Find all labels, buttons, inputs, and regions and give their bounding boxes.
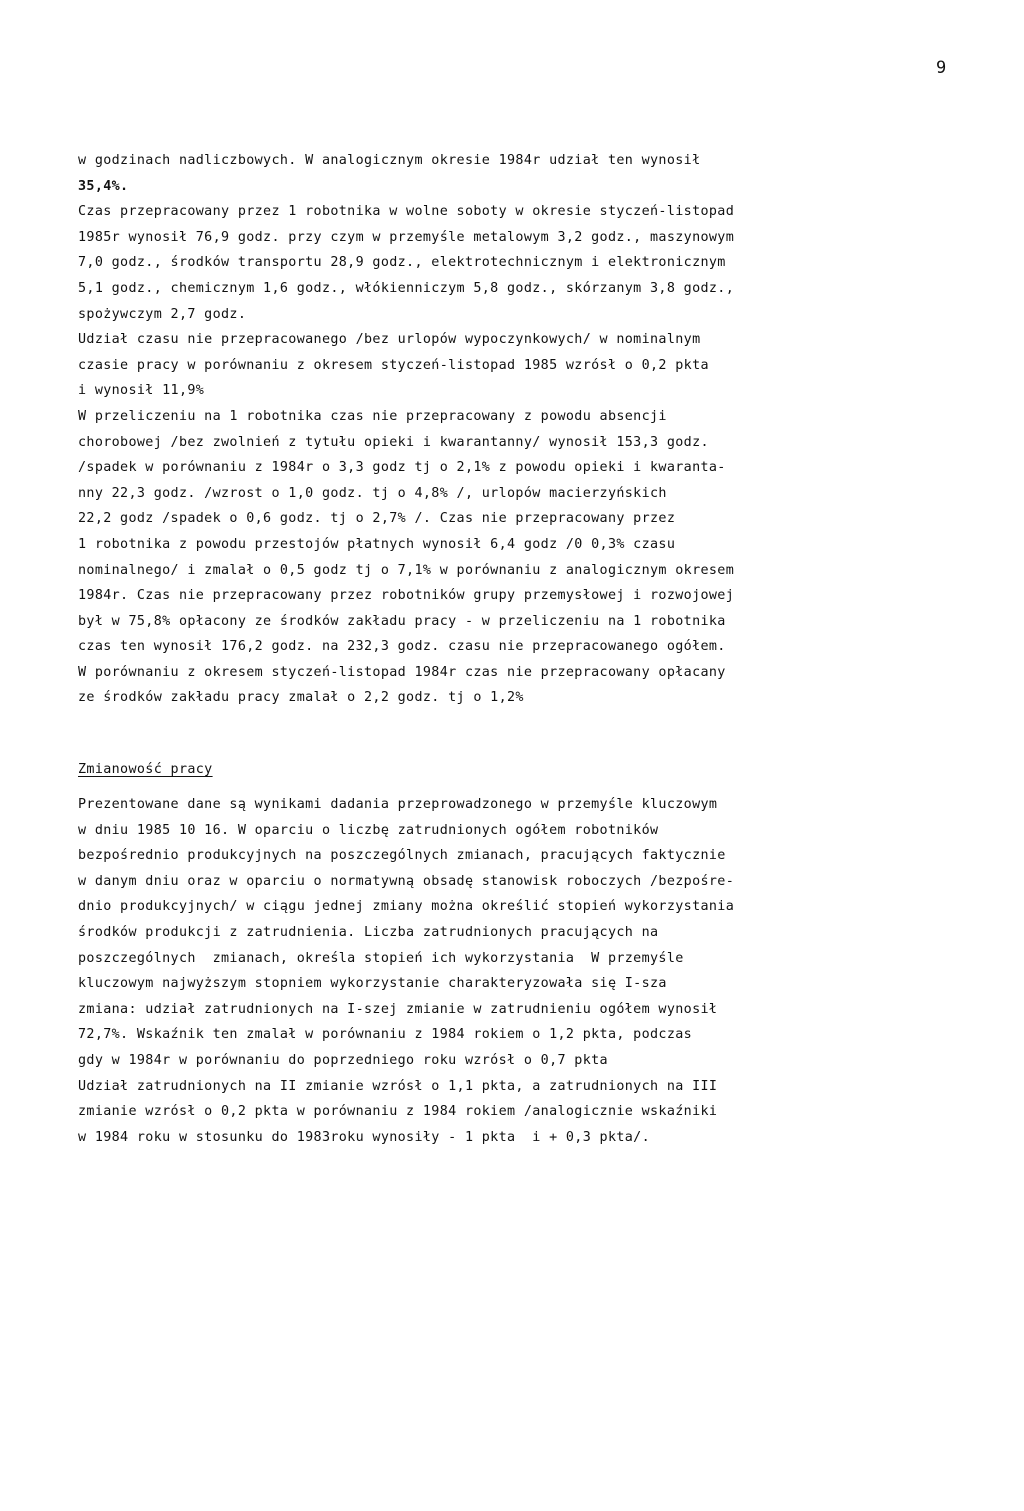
text-line: poszczególnych zmianach, określa stopień ich wykorzystania W przemyśle bbox=[78, 950, 684, 966]
text-line: czasie pracy w porównaniu z okresem styczeń-listopad 1985 wzrósł o 0,2 pkta bbox=[78, 357, 709, 373]
paragraph-shift-work bbox=[78, 792, 978, 1150]
text-line: gdy w 1984r w porównaniu do poprzedniego roku wzrósł o 0,7 pkta bbox=[78, 1052, 608, 1068]
text-line: 22,2 godz /spadek o 0,6 godz. tj o 2,7% /. Czas nie przepracowany przez bbox=[78, 511, 676, 527]
text-line: w godzinach nadliczbowych. W analogicznym okresie 1984r udział ten wynosił bbox=[78, 153, 701, 168]
text-line: Udział czasu nie przepracowanego /bez urlopów wypoczynkowych/ w nominalnym bbox=[78, 332, 701, 348]
text-line: 7,0 godz., środków transportu 28,9 godz., elektrotechnicznym i elektronicznym bbox=[78, 255, 726, 271]
text-line: 5,1 godz., chemicznym 1,6 godz., włókienniczym 5,8 godz., skórzanym 3,8 godz., bbox=[78, 280, 735, 296]
text-line: spożywczym 2,7 godz. bbox=[78, 306, 247, 322]
text-line: ze środków zakładu pracy zmalał o 2,2 godz. tj o 1,2% bbox=[78, 690, 524, 706]
text-line: był w 75,8% opłacony ze środków zakładu pracy - w przeliczeniu na 1 robotnika bbox=[78, 613, 726, 629]
text-line: chorobowej /bez zwolnień z tytułu opieki i kwarantanny/ wynosił 153,3 godz. bbox=[78, 434, 709, 450]
text-line: zmianie wzrósł o 0,2 pkta w porównaniu z 1984 rokiem /analogicznie wskaźniki bbox=[78, 1104, 718, 1120]
text-line: 72,7%. Wskaźnik ten zmalał w porównaniu z 1984 rokiem o 1,2 pkta, podczas bbox=[78, 1027, 693, 1043]
text-line: dnio produkcyjnych/ w ciągu jednej zmiany można określić stopień wykorzystania bbox=[78, 899, 735, 915]
text-line: bezpośrednio produkcyjnych na poszczególnych zmianach, pracujących faktycznie bbox=[78, 848, 726, 864]
text-line: 1984r. Czas nie przepracowany przez robotników grupy przemysłowej i rozwojowej bbox=[78, 588, 735, 604]
text-line: w 1984 roku w stosunku do 1983roku wynosiły - 1 pkta i + 0,3 pkta/. bbox=[78, 1129, 651, 1145]
text-line: 1 robotnika z powodu przestojów płatnych wynosił 6,4 godz /0 0,3% czasu bbox=[78, 536, 676, 552]
text-line: Udział zatrudnionych na II zmianie wzrósł o 1,1 pkta, a zatrudnionych na III bbox=[78, 1078, 718, 1094]
text-line: w dniu 1985 10 16. W oparciu o liczbę zatrudnionych ogółem robotników bbox=[78, 822, 659, 838]
text-line: środków produkcji z zatrudnienia. Liczba zatrudnionych pracujących na bbox=[78, 924, 659, 940]
text-line: W porównaniu z okresem styczeń-listopad 1984r czas nie przepracowany opłacany bbox=[78, 664, 726, 680]
text-line: W przeliczeniu na 1 robotnika czas nie przepracowany z powodu absencji bbox=[78, 408, 667, 424]
text-line: 1985r wynosił 76,9 godz. przy czym w przemyśle metalowym 3,2 godz., maszynowym bbox=[78, 229, 735, 245]
page-number: 9 bbox=[936, 58, 947, 78]
text-line: zmiana: udział zatrudnionych na I-szej zmianie w zatrudnieniu ogółem wynosił bbox=[78, 1001, 718, 1017]
text-line: czas ten wynosił 176,2 godz. na 232,3 godz. czasu nie przepracowanego ogółem. bbox=[78, 639, 726, 655]
text-line: nny 22,3 godz. /wzrost o 1,0 godz. tj o 4,8% /, urlopów macierzyńskich bbox=[78, 485, 667, 501]
text-line: Czas przepracowany przez 1 robotnika w wolne soboty w okresie styczeń-listopad bbox=[78, 204, 735, 220]
text-line: nominalnego/ i zmalał o 0,5 godz tj o 7,1% w porównaniu z analogicznym okresem bbox=[78, 562, 735, 578]
text-line: 35,4%. bbox=[78, 178, 129, 194]
paragraph-absence bbox=[78, 148, 978, 711]
text-line: i wynosił 11,9% bbox=[78, 383, 205, 399]
text-line: kluczowym najwyższym stopniem wykorzystanie charakteryzowała się I-sza bbox=[78, 976, 667, 992]
text-line: w danym dniu oraz w oparciu o normatywną obsadę stanowisk roboczych /bezpośre- bbox=[78, 873, 735, 889]
text-line: /spadek w porównaniu z 1984r o 3,3 godz tj o 2,1% z powodu opieki i kwaranta- bbox=[78, 460, 726, 476]
section-heading: Zmianowość pracy bbox=[78, 762, 213, 777]
text-line: Prezentowane dane są wynikami dadania przeprowadzonego w przemyśle kluczowym bbox=[78, 797, 718, 812]
